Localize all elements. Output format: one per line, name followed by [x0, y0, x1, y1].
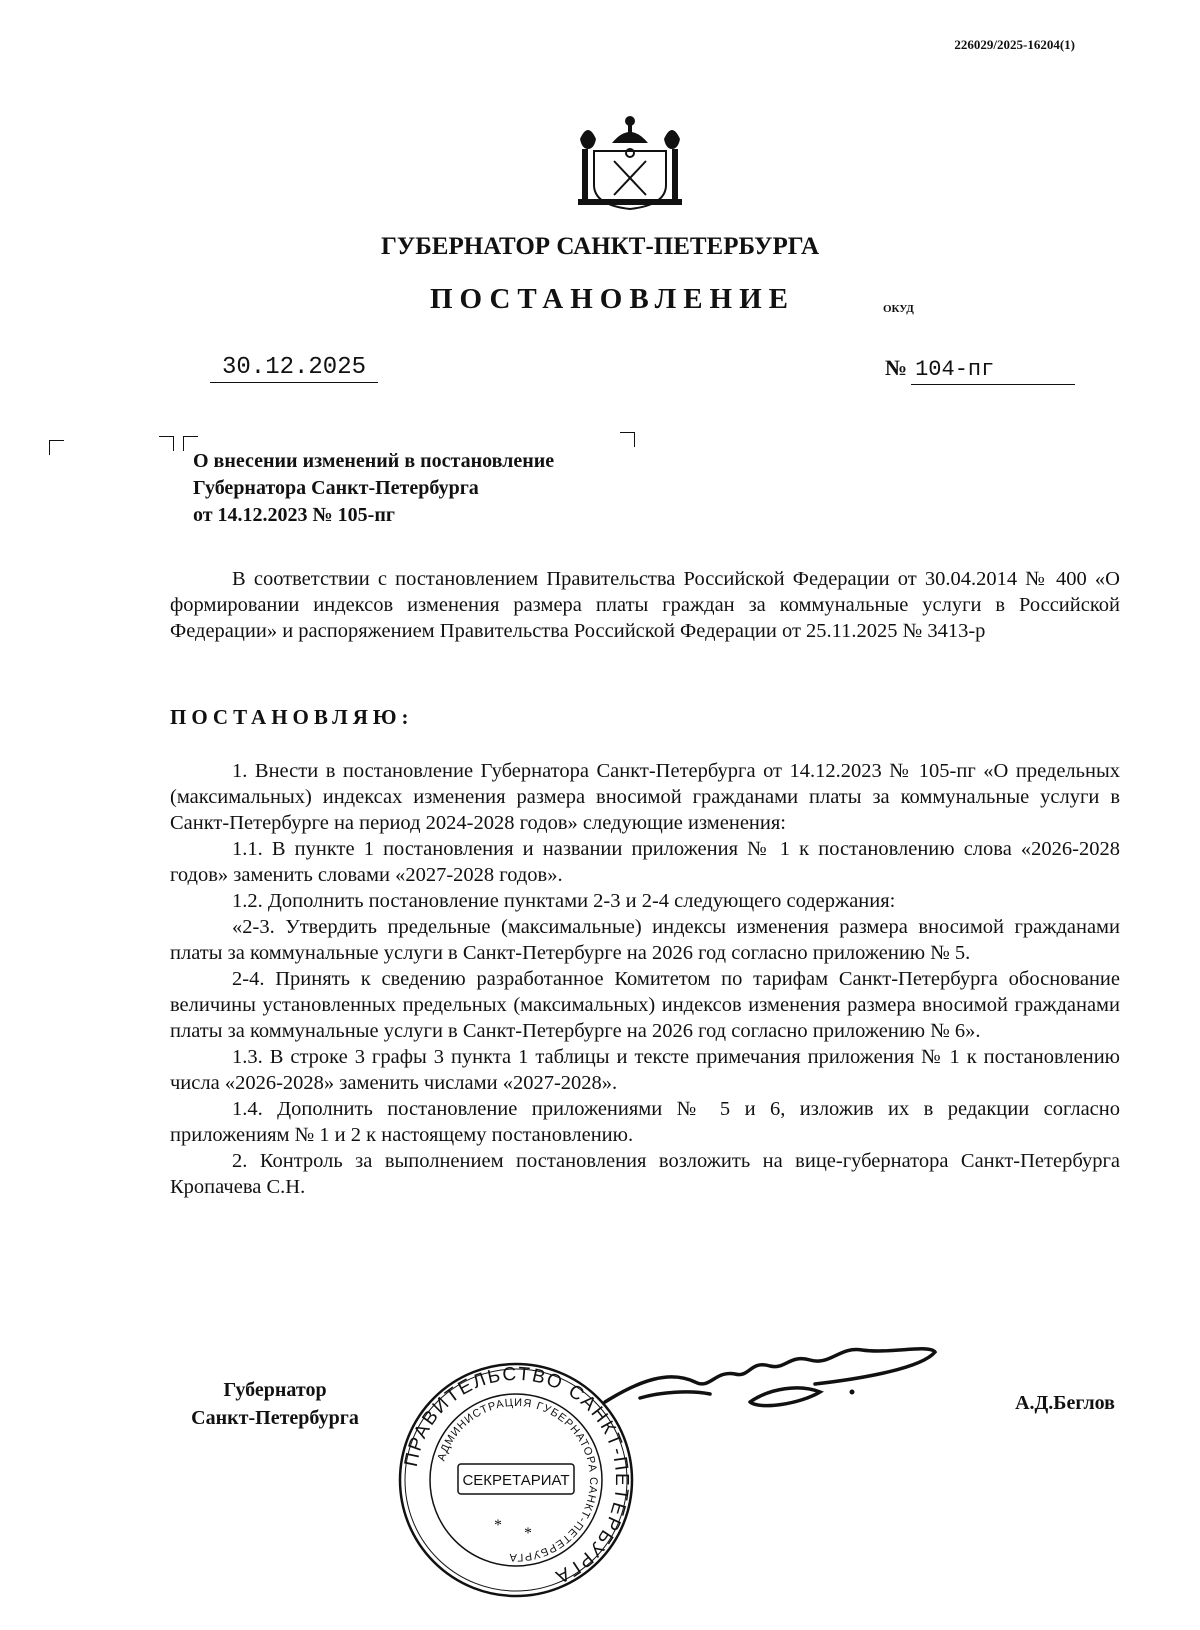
document-subject — [193, 448, 554, 529]
corner-mark — [620, 432, 635, 447]
number-sign: № — [885, 355, 908, 380]
preamble-text: В соответствии с постановлением Правительства Российской Федерации от 30.04.2014 № 400 «О формировании индексов изменения размера платы граждан за коммунальные услуги в Российской Федерации» и распоряжением Правительства Российской Федерации от 25.11.2025 № 3413-р — [170, 568, 1120, 642]
signatory-title — [170, 1376, 380, 1432]
svg-text:*: * — [524, 1525, 532, 1542]
signatory-name: А.Д.Беглов — [1015, 1392, 1115, 1414]
corner-mark — [49, 440, 64, 455]
decree-word: ПОСТАНОВЛЯЮ: — [170, 705, 414, 729]
decree-items — [170, 758, 1120, 1200]
signatory-title-line: Санкт-Петербурга — [191, 1407, 359, 1429]
spb-coat-of-arms-icon — [576, 113, 684, 211]
decree-item: 2-4. Принять к сведению разработанное Комитетом по тарифам Санкт-Петербурга обоснование величины установленных предельных (максимальных) индексов изменения размера вносимой гражданами платы за коммунальные услуги в Санкт-Петербурге на 2026 год согласно приложению № 6». — [170, 968, 1120, 1042]
decree-item: «2-3. Утвердить предельные (максимальные) индексы изменения размера вносимой гражданами платы за коммунальные услуги в Санкт-Петербурге на 2026 год согласно приложению № 5. — [170, 916, 1120, 964]
registration-number: 226029/2025-16204(1) — [954, 37, 1075, 52]
document-type: ПОСТАНОВЛЕНИЕ — [430, 283, 796, 315]
subject-line: О внесении изменений в постановление — [193, 450, 555, 472]
authority-title: ГУБЕРНАТОР САНКТ-ПЕТЕРБУРГА — [380, 233, 820, 260]
decree-item: 1.3. В строке 3 графы 3 пункта 1 таблицы и тексте примечания приложения № 1 к постановлению числа «2026-2028» заменить числами «2027-2028». — [170, 1046, 1120, 1094]
corner-mark — [159, 436, 174, 451]
decree-item: 1.1. В пункте 1 постановления и названии приложения № 1 к постановлению слова «2026-2028 годов» заменить словами «2027-2028 годов». — [170, 838, 1120, 886]
signatory-title-line: Губернатор — [223, 1379, 327, 1401]
seal-inner-text: АДМИНИСТРАЦИЯ ГУБЕРНАТОРА САНКТ-ПЕТЕРБУРГА — [435, 1396, 600, 1564]
decree-item: 1.4. Дополнить постановление приложениями № 5 и 6, изложив их в редакции согласно приложениям № 1 и 2 к настоящему постановлению. — [170, 1098, 1120, 1146]
svg-text:*: * — [494, 1517, 502, 1534]
document-date: 30.12.2025 — [210, 354, 378, 383]
decree-item: 2. Контроль за выполнением постановления возложить на вице-губернатора Санкт-Петербурга Кропачева С.Н. — [170, 1150, 1120, 1198]
subject-line: от 14.12.2023 № 105-пг — [193, 504, 395, 526]
decree-item: 1. Внести в постановление Губернатора Санкт-Петербурга от 14.12.2023 № 105-пг «О предельных (максимальных) индексах изменения размера вносимой гражданами платы за коммунальные услуги в Санкт-Петербурге на период 2024-2028 годов» следующие изменения: — [170, 760, 1120, 834]
seal-center-text: СЕКРЕТАРИАТ — [462, 1472, 570, 1489]
preamble — [170, 566, 1120, 644]
document-number — [885, 354, 1075, 385]
number-value: 104-пг — [911, 356, 1075, 385]
seal-outer-text: ПРАВИТЕЛЬСТВО САНКТ-ПЕТЕРБУРГА — [400, 1363, 633, 1588]
decree-item: 1.2. Дополнить постановление пунктами 2-3 и 2-4 следующего содержания: — [232, 890, 896, 912]
handwritten-signature — [600, 1340, 940, 1420]
okud-label: ОКУД — [883, 303, 914, 315]
subject-line: Губернатора Санкт-Петербурга — [193, 477, 479, 499]
